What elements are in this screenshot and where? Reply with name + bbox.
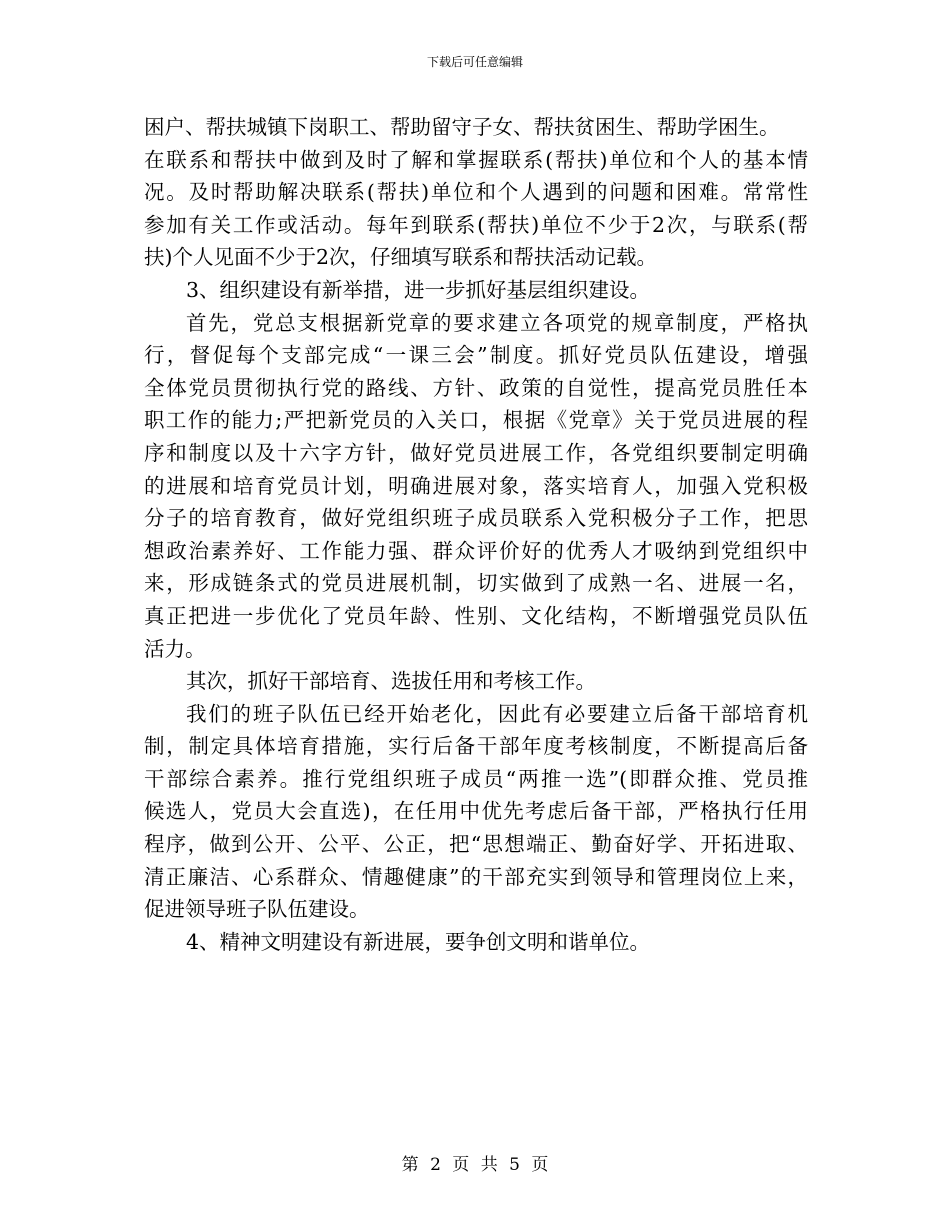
document-body [144,111,808,958]
text-line: 制，制定具体培育措施，实行后备干部年度考核制度，不断提高后备 [144,734,808,759]
text-line: 扶)个人见面不少于2次，仔细填写联系和帮扶活动记载。 [144,245,658,270]
text-line: 来，形成链条式的党员进展机制，切实做到了成熟一名、进展一名， [144,571,808,596]
text-line: 想政治素养好、工作能力强、群众评价好的优秀人才吸纳到党组织中 [144,538,808,563]
text-line: 的进展和培育党员计划，明确进展对象，落实培育人，加强入党积极 [144,473,808,498]
text-line: 参加有关工作或活动。每年到联系(帮扶)单位不少于2次，与联系(帮 [144,212,808,237]
text-line: 行，督促每个支部完成“一课三会”制度。抓好党员队伍建设，增强 [144,343,808,368]
text-line: 程序，做到公开、公平、公正，把“思想端正、勤奋好学、开拓进取、 [144,832,808,857]
section-heading: 3、组织建设有新举措，进一步抓好基层组织建设。 [186,277,651,302]
text-line: 职工作的能力;严把新党员的入关口，根据《党章》关于党员进展的程 [144,408,808,433]
text-line: 干部综合素养。推行党组织班子成员“两推一选”(即群众推、党员推 [144,766,808,791]
text-line: 我们的班子队伍已经开始老化，因此有必要建立后备干部培育机 [186,701,808,726]
text-line: 况。及时帮助解决联系(帮扶)单位和个人遇到的问题和困难。常常性 [144,180,808,205]
text-line: 分子的培育教育，做好党组织班子成员联系入党积极分子工作，把思 [144,506,808,531]
text-line: 其次，抓好干部培育、选拔任用和考核工作。 [186,669,596,694]
text-line: 全体党员贯彻执行党的路线、方针、政策的自觉性，提高党员胜任本 [144,375,808,400]
text-line: 真正把进一步优化了党员年龄、性别、文化结构，不断增强党员队伍 [144,603,808,628]
text-line: 序和制度以及十六字方针，做好党员进展工作，各党组织要制定明确 [144,440,808,465]
text-line: 活力。 [144,636,206,661]
text-line: 在联系和帮扶中做到及时了解和掌握联系(帮扶)单位和个人的基本情 [144,147,808,172]
text-line: 首先，党总支根据新党章的要求建立各项党的规章制度，严格执 [186,310,808,335]
page-header: 下载后可任意编辑 [426,55,523,69]
text-line: 困户、帮扶城镇下岗职工、帮助留守子女、帮扶贫困生、帮助学困生。 [144,115,780,139]
text-line: 候选人，党员大会直选)，在任用中优先考虑后备干部，严格执行任用 [144,799,808,824]
text-line: 促进领导班子队伍建设。 [144,897,370,922]
section-heading: 4、精神文明建设有新进展，要争创文明和谐单位。 [186,929,651,954]
text-line: 清正廉洁、心系群众、情趣健康”的干部充实到领导和管理岗位上来， [144,864,808,889]
page-number: 第 2 页 共 5 页 [401,1155,549,1175]
